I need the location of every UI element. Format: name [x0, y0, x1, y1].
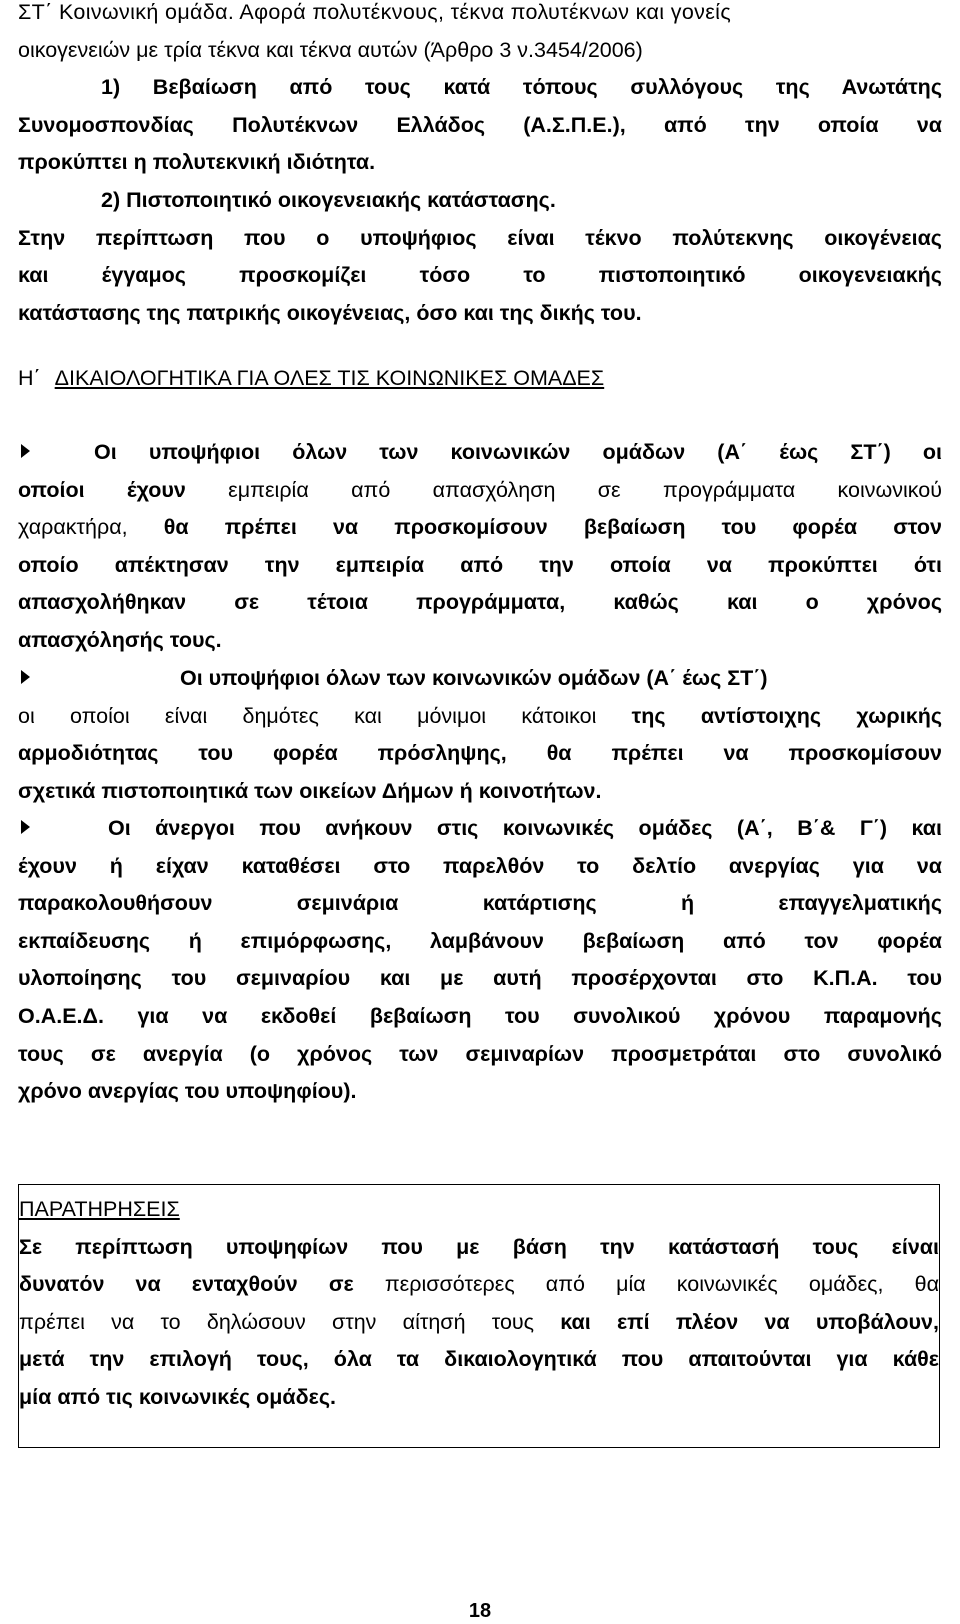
st-item-1: 1) Βεβαίωση από τους κατά τόπους συλλόγους της Ανωτάτης	[101, 75, 942, 100]
bullet-item-1: Οι υποψήφιοι όλων των κοινωνικών ομάδων (Α΄ έως ΣΤ΄) οι οποίοι έχουν εμπειρία από απασχόληση σε προγράμματα κοινωνικού χαρακτήρα, θα πρέπει να προσκομίσουν βεβαίωση του φορέα στον οποίο απέκτησαν την εμπειρία από την οποία να προκύπτει ότι απασχολήθηκαν σε τέτοια προγράμματα, καθώς και ο χρόνος απασχόλησής τους.	[18, 440, 943, 652]
st-case-line: κατάστασης της πατρικής οικογένειας, όσο και της δικής του.	[18, 300, 642, 325]
st-case-line: και έγγαμος προσκομίζει τόσο το πιστοποιητικό οικογενειακής	[18, 263, 942, 288]
play-arrow-icon	[21, 820, 30, 834]
remarks-box: ΠΑΡΑΤΗΡΗΣΕΙΣ Σε περίπτωση υποψηφίων που με βάση την κατάστασή τους είναι δυνατόν να ενταχθούν σε περισσότερες από μία κοινωνικές ομάδες, θα πρέπει να το δηλώσουν στην αίτησή τους και επί πλέον να υποβάλουν, μετά την επιλογή τους, όλα τα δικαιολογητικά που απαιτούνται για κάθε μία από τις κοινωνικές ομάδες.	[18, 1184, 940, 1448]
st-item-1-cont: προκύπτει η πολυτεκνική ιδιότητα.	[18, 150, 376, 175]
st-intro-line: ΣΤ΄ Κοινωνική ομάδα. Αφορά πολυτέκνους, τέκνα πολυτέκνων και γονείς	[18, 0, 732, 24]
play-arrow-icon	[21, 444, 30, 458]
remarks-title: ΠΑΡΑΤΗΡΗΣΕΙΣ	[19, 1197, 180, 1221]
st-group-block	[18, 0, 942, 332]
page-number: 18	[468, 1600, 492, 1622]
st-case-line: Στην περίπτωση που ο υποψήφιος είναι τέκνο πολύτεκνης οικογένειας	[18, 225, 942, 250]
play-arrow-icon	[21, 670, 30, 684]
section-h-title: ΔΙΚΑΙΟΛΟΓΗΤΙΚΑ ΓΙΑ ΟΛΕΣ ΤΙΣ ΚΟΙΝΩΝΙΚΕΣ ΟΜΑΔΕΣ	[54, 366, 605, 390]
st-intro-line: οικογενειών με τρία τέκνα και τέκνα αυτών (Άρθρο 3 ν.3454/2006)	[18, 37, 643, 62]
section-h-heading: Η΄ ΔΙΚΑΙΟΛΟΓΗΤΙΚΑ ΓΙΑ ΟΛΕΣ ΤΙΣ ΚΟΙΝΩΝΙΚΕΣ ΟΜΑΔΕΣ	[18, 366, 605, 390]
st-item-2: 2) Πιστοποιητικό οικογενειακής κατάστασης.	[101, 187, 556, 212]
bullet-item-2: Οι υποψήφιοι όλων των κοινωνικών ομάδων (Α΄ έως ΣΤ΄) οι οποίοι είναι δημότες και μόνιμοι κάτοικοι της αντίστοιχης χωρικής αρμοδιότητας του φορέα πρόσληψης, θα πρέπει να προσκομίσουν σχετικά πιστοποιητικά των οικείων Δήμων ή κοινοτήτων.	[18, 666, 943, 803]
bullet-item-3: Οι άνεργοι που ανήκουν στις κοινωνικές ομάδες (Α΄, Β΄& Γ΄) και έχουν ή είχαν καταθέσει στο παρελθόν το δελτίο ανεργίας για να παρακολουθήσουν σεμινάρια κατάρτισης ή επαγγελματικής εκπαίδευσης ή επιμόρφωσης, λαμβάνουν βεβαίωση από τον φορέα υλοποίησης του σεμιναρίου και με αυτή προσέρχονται στο Κ.Π.Α. του Ο.Α.Ε.Δ. για να εκδοθεί βεβαίωση του συνολικού χρόνου παραμονής τους σε ανεργία (ο χρόνος των σεμιναρίων προσμετράται στο συνολικό χρόνο ανεργίας του υποψηφίου).	[18, 816, 942, 1104]
st-item-1-cont: Συνομοσπονδίας Πολυτέκνων Ελλάδος (Α.Σ.Π.Ε.), από την οποία να	[18, 112, 942, 137]
